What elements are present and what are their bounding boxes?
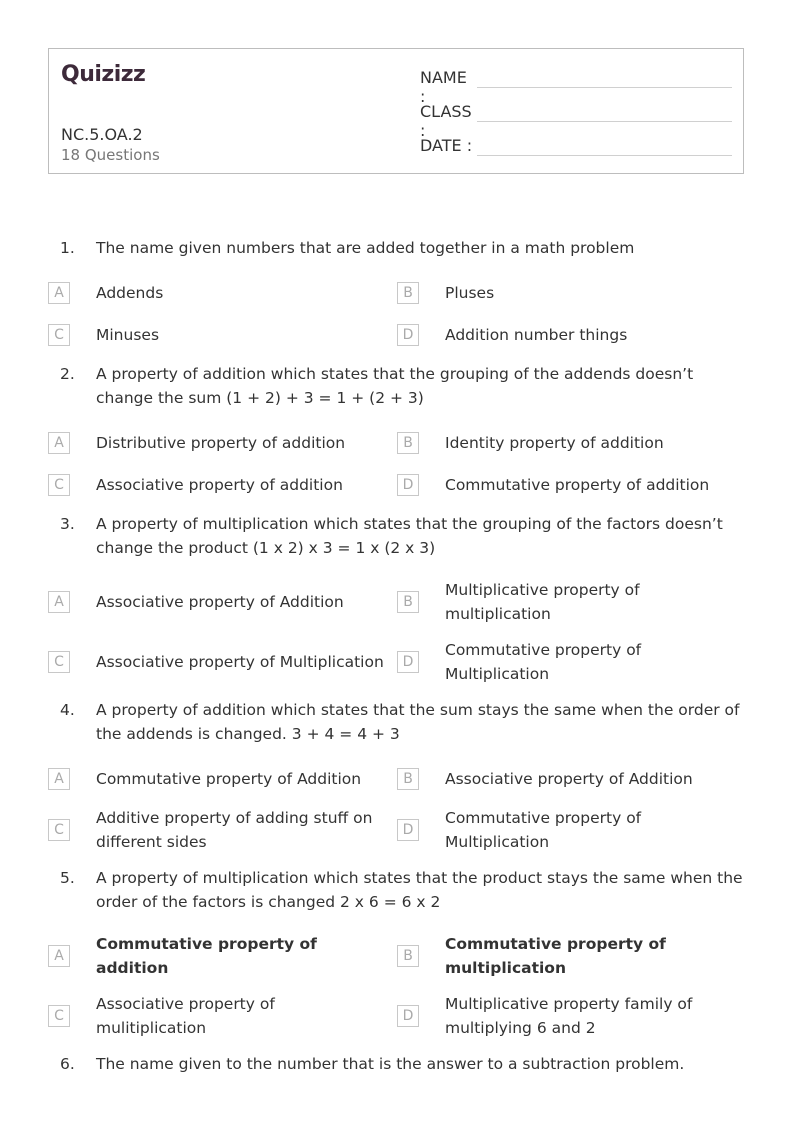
question-header xyxy=(48,1052,748,1076)
question-number: 1. xyxy=(60,239,75,257)
class-label: CLASS : xyxy=(420,102,472,140)
answer-option[interactable] xyxy=(397,806,746,854)
option-letter-box[interactable]: A xyxy=(48,591,70,613)
answer-options xyxy=(48,278,748,350)
answer-option[interactable] xyxy=(48,578,397,626)
option-text: Commutative property of Multiplication xyxy=(445,809,642,851)
name-line[interactable] xyxy=(477,87,732,88)
option-letter-box[interactable]: C xyxy=(48,1005,70,1027)
answer-option[interactable] xyxy=(48,806,397,854)
question-header xyxy=(48,512,748,560)
option-letter-box[interactable]: C xyxy=(48,651,70,673)
answer-option[interactable] xyxy=(48,470,397,500)
option-text: Commutative property of addition xyxy=(96,935,317,977)
option-text: Pluses xyxy=(445,284,495,302)
option-text: Addends xyxy=(96,284,164,302)
option-text: Minuses xyxy=(96,326,160,344)
option-letter-box[interactable]: A xyxy=(48,432,70,454)
question-list xyxy=(48,236,748,1094)
option-text: Multiplicative property of multiplication xyxy=(445,581,640,623)
option-letter-box[interactable]: A xyxy=(48,768,70,790)
option-letter-box[interactable]: D xyxy=(397,651,419,673)
option-letter-box[interactable]: D xyxy=(397,474,419,496)
option-text: Commutative property of Addition xyxy=(96,770,362,788)
option-text: Distributive property of addition xyxy=(96,434,346,452)
question-item xyxy=(48,236,748,350)
option-letter-box[interactable]: B xyxy=(397,945,419,967)
name-field[interactable] xyxy=(420,68,474,106)
question-item xyxy=(48,698,748,854)
question-number: 3. xyxy=(60,515,75,533)
option-text: Associative property of mulitiplication xyxy=(96,995,275,1037)
question-item xyxy=(48,866,748,1040)
question-text: A property of multiplication which states that the grouping of the factors doesn’t change the product (1 x 2) x 3 = 1 x (2 x 3) xyxy=(96,515,723,557)
option-letter-box[interactable]: D xyxy=(397,819,419,841)
question-text: A property of addition which states that the sum stays the same when the order of the addends is changed. 3 + 4 = 4 + 3 xyxy=(96,701,740,743)
option-text: Addition number things xyxy=(445,326,628,344)
answer-option[interactable] xyxy=(48,428,397,458)
answer-options xyxy=(48,578,748,686)
option-letter-box[interactable]: C xyxy=(48,324,70,346)
answer-option[interactable] xyxy=(48,764,397,794)
answer-option[interactable] xyxy=(397,278,746,308)
answer-options xyxy=(48,764,748,854)
answer-option[interactable] xyxy=(397,764,746,794)
question-text: The name given to the number that is the answer to a subtraction problem. xyxy=(96,1055,685,1073)
date-label: DATE : xyxy=(420,136,473,155)
question-text: A property of multiplication which states that the product stays the same when the order of the factors is changed 2 x 6 = 6 x 2 xyxy=(96,869,743,911)
option-letter-box[interactable]: A xyxy=(48,282,70,304)
answer-option[interactable] xyxy=(397,470,746,500)
answer-option[interactable] xyxy=(397,428,746,458)
answer-option[interactable] xyxy=(397,932,746,980)
question-header xyxy=(48,866,748,914)
question-item xyxy=(48,362,748,500)
question-text: A property of addition which states that the grouping of the addends doesn’t change the sum (1 + 2) + 3 = 1 + (2 + 3) xyxy=(96,365,694,407)
option-text: Associative property of Multiplication xyxy=(96,653,384,671)
answer-option[interactable] xyxy=(48,932,397,980)
option-text: Commutative property of addition xyxy=(445,476,710,494)
option-letter-box[interactable]: B xyxy=(397,282,419,304)
answer-options xyxy=(48,428,748,500)
answer-option[interactable] xyxy=(397,638,746,686)
answer-option[interactable] xyxy=(48,638,397,686)
answer-option[interactable] xyxy=(397,992,746,1040)
option-letter-box[interactable]: B xyxy=(397,432,419,454)
answer-option[interactable] xyxy=(397,578,746,626)
question-number: 4. xyxy=(60,701,75,719)
name-label: NAME : xyxy=(420,68,467,106)
question-header xyxy=(48,236,748,260)
answer-option[interactable] xyxy=(48,320,397,350)
standard-code: NC.5.OA.2 xyxy=(61,125,143,144)
option-text: Additive property of adding stuff on different sides xyxy=(96,809,373,851)
option-letter-box[interactable]: C xyxy=(48,474,70,496)
question-header xyxy=(48,698,748,746)
worksheet-header xyxy=(48,48,744,174)
option-letter-box[interactable]: D xyxy=(397,1005,419,1027)
option-letter-box[interactable]: B xyxy=(397,591,419,613)
class-line[interactable] xyxy=(477,121,732,122)
option-text: Commutative property of multiplication xyxy=(445,935,666,977)
date-line[interactable] xyxy=(477,155,732,156)
date-field[interactable] xyxy=(420,136,474,155)
class-field[interactable] xyxy=(420,102,474,140)
option-letter-box[interactable]: C xyxy=(48,819,70,841)
question-item xyxy=(48,512,748,686)
question-number: 2. xyxy=(60,365,75,383)
option-text: Identity property of addition xyxy=(445,434,664,452)
question-number: 6. xyxy=(60,1055,75,1073)
question-header xyxy=(48,362,748,410)
quizizz-logo xyxy=(61,59,153,87)
option-letter-box[interactable]: B xyxy=(397,768,419,790)
option-text: Commutative property of Multiplication xyxy=(445,641,642,683)
quizizz-logo-text: Quizizz xyxy=(61,62,146,87)
question-count: 18 Questions xyxy=(61,146,160,164)
option-text: Associative property of addition xyxy=(96,476,343,494)
question-text: The name given numbers that are added together in a math problem xyxy=(96,239,635,257)
answer-option[interactable] xyxy=(397,320,746,350)
option-letter-box[interactable]: D xyxy=(397,324,419,346)
option-letter-box[interactable]: A xyxy=(48,945,70,967)
option-text: Multiplicative property family of multiplying 6 and 2 xyxy=(445,995,693,1037)
option-text: Associative property of Addition xyxy=(96,593,344,611)
answer-option[interactable] xyxy=(48,992,397,1040)
answer-options xyxy=(48,932,748,1040)
question-item xyxy=(48,1052,748,1076)
answer-option[interactable] xyxy=(48,278,397,308)
question-number: 5. xyxy=(60,869,75,887)
option-text: Associative property of Addition xyxy=(445,770,693,788)
